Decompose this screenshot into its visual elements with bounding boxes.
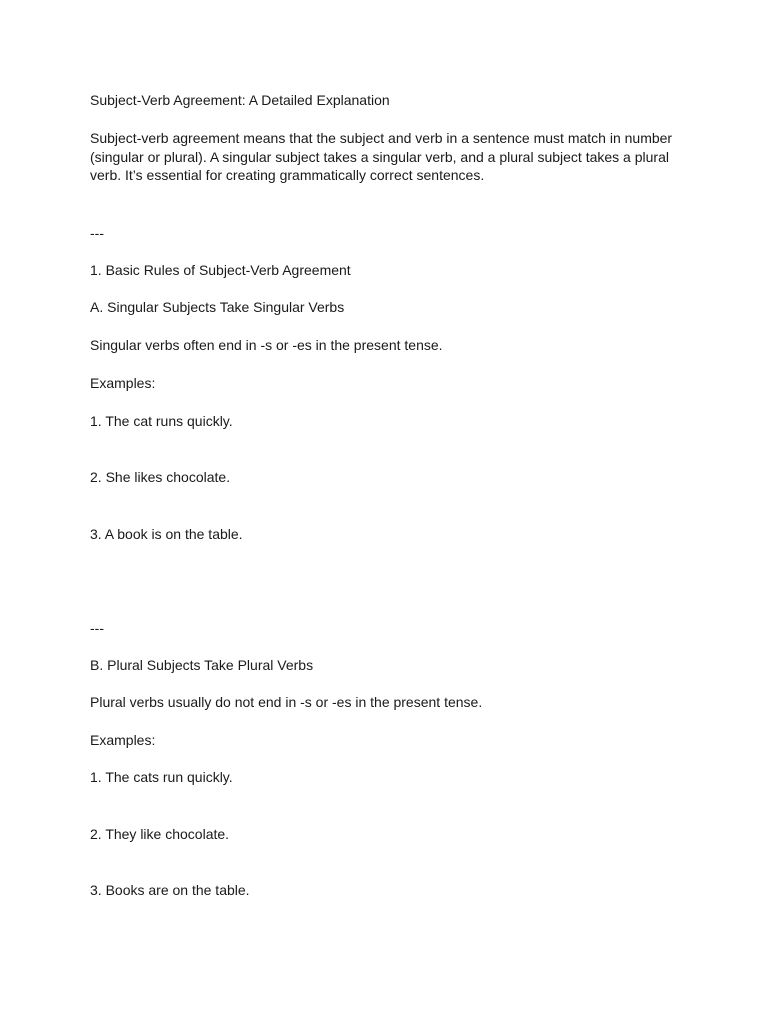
subsection-b-description: Plural verbs usually do not end in -s or -es in the present tense. bbox=[90, 694, 483, 710]
divider-text: --- bbox=[90, 620, 104, 636]
example-item: 3. A book is on the table. bbox=[90, 526, 243, 542]
example-item: 3. Books are on the table. bbox=[90, 882, 250, 898]
example-item: 2. She likes chocolate. bbox=[90, 469, 231, 485]
intro-line: Subject-verb agreement means that the subject and verb in a sentence must match in number bbox=[90, 130, 673, 146]
section-heading: 1. Basic Rules of Subject-Verb Agreement bbox=[90, 262, 351, 278]
subsection-a-examples-label: Examples: bbox=[90, 375, 156, 391]
example-item: 2. They like chocolate. bbox=[90, 826, 230, 842]
subsection-b-examples-label: Examples: bbox=[90, 732, 156, 748]
subsection-a-heading: A. Singular Subjects Take Singular Verbs bbox=[90, 299, 345, 315]
example-item: 1. The cats run quickly. bbox=[90, 769, 233, 785]
intro-line: (singular or plural). A singular subject takes a singular verb, and a plural subject takes a plural bbox=[90, 148, 669, 165]
intro-line: verb. It’s essential for creating grammatically correct sentences. bbox=[90, 167, 485, 184]
subsection-a-description: Singular verbs often end in -s or -es in the present tense. bbox=[90, 337, 443, 353]
example-item: 1. The cat runs quickly. bbox=[90, 413, 233, 429]
intro-paragraph bbox=[90, 129, 680, 185]
divider-text: --- bbox=[90, 225, 104, 241]
document-title: Subject-Verb Agreement: A Detailed Explanation bbox=[90, 92, 390, 108]
subsection-b-heading: B. Plural Subjects Take Plural Verbs bbox=[90, 657, 314, 673]
